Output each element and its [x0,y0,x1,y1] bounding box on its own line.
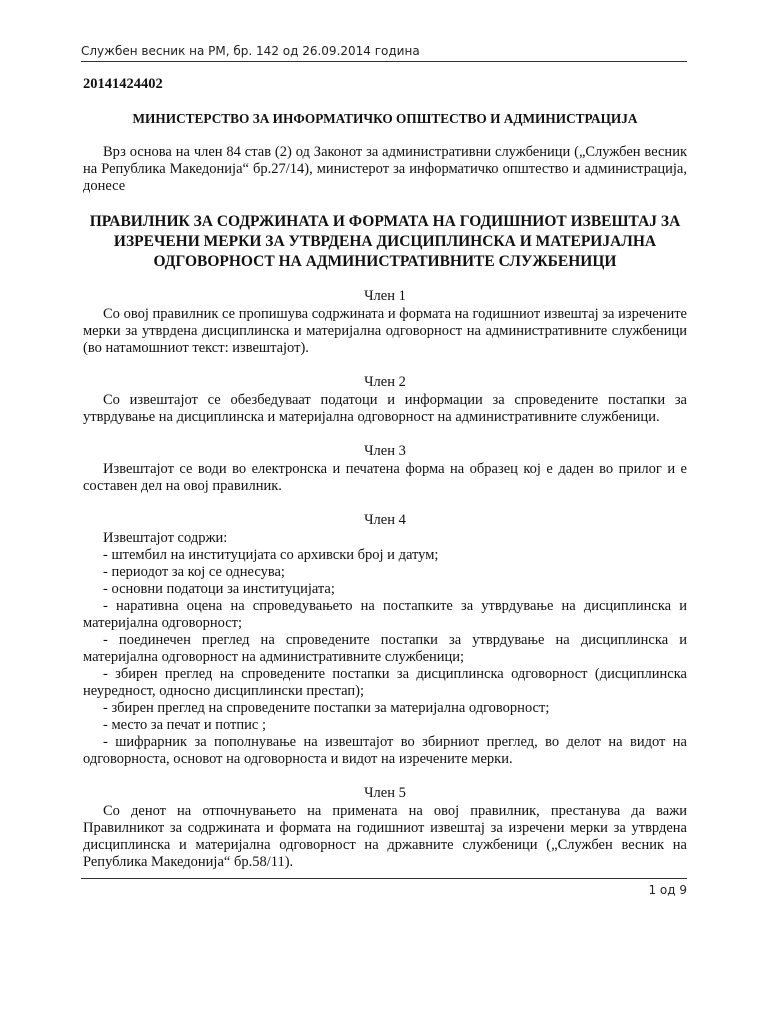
article-intro: Извештајот содржи: [103,530,228,546]
article-3 [83,443,687,495]
article-2 [83,374,687,426]
list-item: - периодот за кој се однесува; [103,564,285,580]
regulation-title: ПРАВИЛНИК ЗА СОДРЖИНАТА И ФОРМАТА НА ГОДИШНИОТ ИЗВЕШТАЈ ЗА ИЗРЕЧЕНИ МЕРКИ ЗА УТВРДЕНА ДИСЦИПЛИНСКА И МАТЕРИЈАЛНА ОДГОВОРНОСТ НА АДМИНИСТРАТИВНИТЕ СЛУЖБЕНИЦИ [89,213,681,270]
article-text: Со денот на отпочнувањето на примената на овој правилник, престанува да важи Правилникот за содржината и формата на годишниот извештај за изречени мерки за утврдена дисциплинска и материјална одговорност на државните службеници („Службен весник на Република Македонија“ бр.58/11). [83,803,687,870]
document-body [83,76,687,871]
document-number: 20141424402 [83,76,163,92]
list-item: - поединечен преглед на спроведените постапки за утврдување на дисциплинска и материјална одговорност на административните службеници; [83,632,687,665]
list-item: - збирен преглед на спроведените постапки за материјална одговорност; [103,700,550,716]
page-number: 1 од 9 [648,883,687,897]
article-heading: Член 1 [364,288,406,304]
list-item: - основни податоци за институцијата; [103,581,335,597]
footer-divider [81,878,687,879]
article-text: Извештајот се води во електронска и печатена форма на образец кој е даден во прилог и е составен дел на овој правилник. [83,461,687,494]
list-item: - место за печат и потпис ; [103,717,266,733]
list-item: - наративна оцена на спроведувањето на постапките за утврдување на дисциплинска и материјална одговорност; [83,598,687,631]
article-heading: Член 4 [364,512,406,528]
gazette-header: Службен весник на РМ, бр. 142 од 26.09.2014 година [81,44,687,62]
content-list [83,547,687,768]
preamble: Врз основа на член 84 став (2) од Законот за административни службеници („Службен весник на Република Македонија“ бр.27/14), министерот за информатичко општество и администрација, донесе [83,144,687,194]
ministry-name: МИНИСТЕРСТВО ЗА ИНФОРМАТИЧКО ОПШТЕСТВО И АДМИНИСТРАЦИЈА [132,111,638,126]
list-item: - штембил на институцијата со архивски број и датум; [103,547,439,563]
article-heading: Член 5 [364,785,406,801]
article-5 [83,785,687,871]
article-heading: Член 3 [364,443,406,459]
list-item: - шифрарник за пополнување на извештајот во збирниот преглед, во делот на видот на одговорноста, основот на одговорноста и видот на изречените мерки. [83,734,687,767]
article-4 [83,512,687,768]
article-text: Со овој правилник се пропишува содржината и формата на годишниот извештај за изречените мерки за утврдена дисциплинска и материјална одговорност на административните службеници (во натамошниот текст: извештајот). [83,306,687,356]
article-text: Со извештајот се обезбедуваат податоци и информации за спроведените постапки за утврдување на дисциплинска и материјална одговорност на административните службеници. [83,392,687,425]
article-heading: Член 2 [364,374,406,390]
list-item: - збирен преглед на спроведените постапки за дисциплинска одговорност (дисциплинска неуредност, односно дисциплински престап); [83,666,687,699]
article-1 [83,288,687,357]
